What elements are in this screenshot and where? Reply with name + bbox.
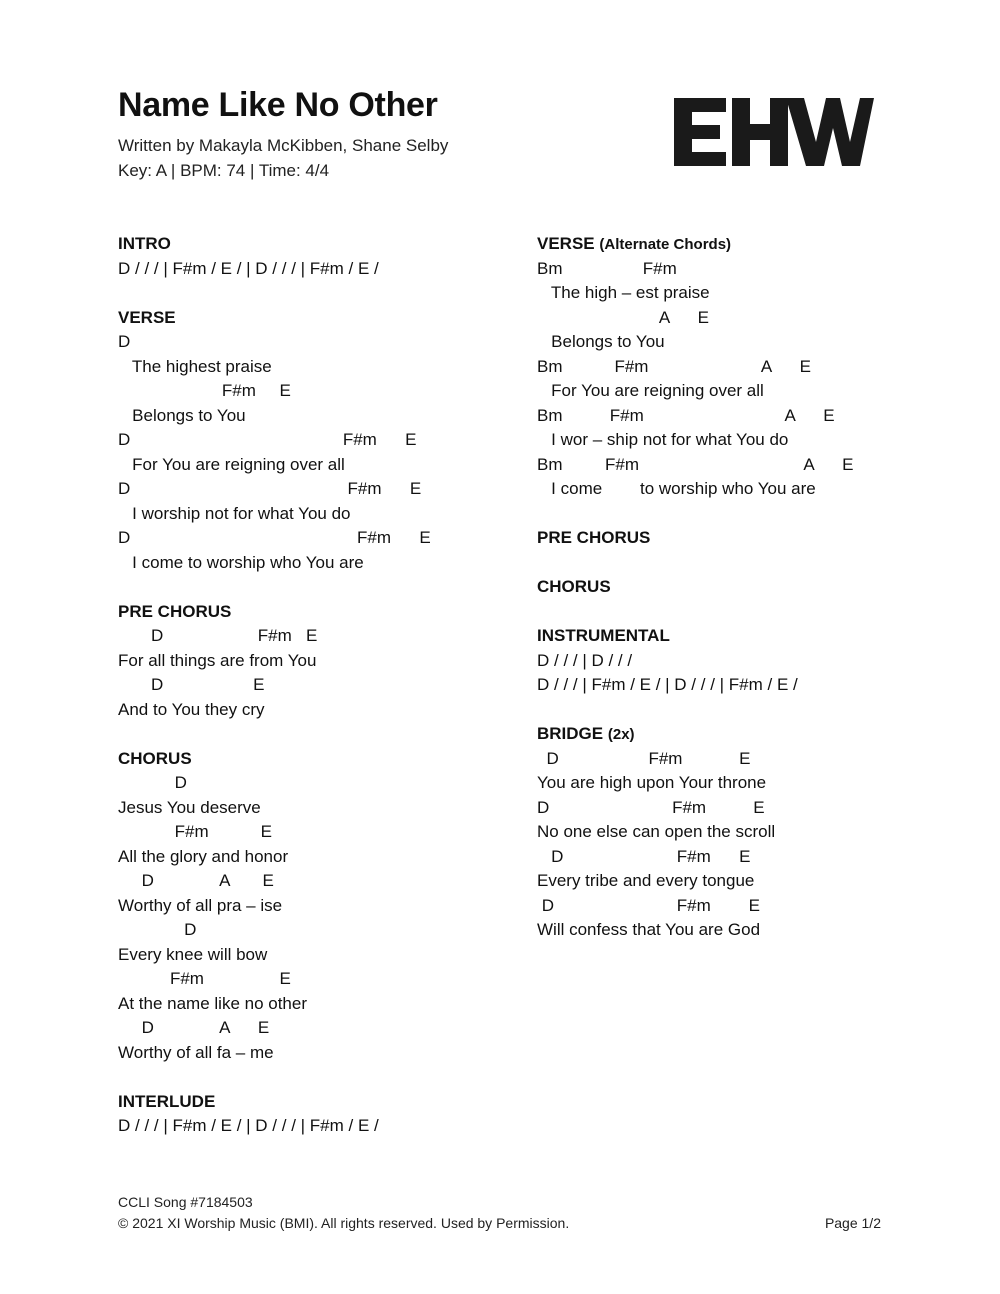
section-heading — [537, 526, 853, 551]
song-line: Will confess that You are God — [537, 920, 761, 939]
section-heading-label: INTRO — [118, 234, 171, 253]
song-line: D F#m E — [537, 797, 765, 817]
song-line: F#m E — [118, 822, 272, 841]
song-line: D F#m E — [537, 748, 751, 768]
song-line: D A E — [118, 1018, 270, 1037]
section-heading — [537, 624, 853, 649]
song-line: All the glory and honor — [118, 846, 289, 866]
song-line: Worthy of all fa – me — [118, 1042, 274, 1062]
song-line: D F#m E — [537, 895, 760, 915]
section-heading — [118, 747, 431, 772]
song-line: Bm F#m — [537, 258, 677, 278]
song-line: For You are reigning over all — [118, 454, 345, 474]
section-heading — [118, 232, 431, 257]
song-line: Bm F#m A E — [537, 356, 811, 376]
song-line: D — [118, 332, 131, 351]
section-heading-label: INSTRUMENTAL — [537, 626, 670, 645]
song-line: Jesus You deserve — [118, 797, 261, 817]
section-spacer — [537, 551, 853, 576]
song-line: Belongs to You — [118, 405, 246, 425]
song-line: I come to worship who You are — [537, 479, 816, 498]
key-bpm-time-line: Key: A | BPM: 74 | Time: 4/4 — [118, 161, 330, 180]
song-line: D E — [118, 675, 265, 694]
song-line: D / / / | D / / / — [537, 650, 633, 670]
song-line: D / / / | F#m / E / | D / / / | F#m / E / — [118, 258, 379, 278]
section-heading — [118, 600, 431, 625]
section-spacer — [537, 502, 853, 527]
song-line: D F#m E — [118, 479, 422, 498]
writers-line: Written by Makayla McKibben, Shane Selby — [118, 136, 449, 155]
song-line: The high – est praise — [537, 283, 710, 302]
song-line: You are high upon Your throne — [537, 773, 767, 792]
song-line: F#m E — [118, 969, 291, 988]
section-heading-label: CHORUS — [118, 748, 192, 768]
section-heading-label: VERSE — [537, 234, 595, 253]
section-heading — [537, 722, 853, 747]
copyright-notice: © 2021 XI Worship Music (BMI). All rights reserved. Used by Permission. — [118, 1215, 570, 1231]
section-heading-label: BRIDGE — [537, 724, 604, 743]
song-line: For You are reigning over all — [537, 381, 764, 400]
song-line: D F#m E — [118, 626, 318, 645]
song-line: I come to worship who You are — [118, 552, 364, 572]
song-line: Belongs to You — [537, 332, 665, 351]
section-spacer — [537, 698, 853, 723]
section-heading-note: (2x) — [607, 726, 635, 743]
section-heading-label: PRE CHORUS — [118, 601, 232, 621]
section-heading-label: INTERLUDE — [118, 1091, 216, 1111]
section-heading-label: CHORUS — [537, 577, 611, 596]
section-heading-label: PRE CHORUS — [537, 528, 651, 547]
section-heading — [118, 306, 431, 331]
section-heading — [537, 232, 853, 257]
song-line: D / / / | F#m / E / | D / / / | F#m / E / — [537, 675, 798, 694]
song-line: I worship not for what You do — [118, 503, 351, 523]
song-line: Bm F#m A E — [537, 405, 835, 425]
page-number: Page 1/2 — [824, 1215, 881, 1231]
song-line: The highest praise — [118, 356, 272, 376]
song-line: Worthy of all pra – ise — [118, 895, 283, 915]
song-line: D / / / | F#m / E / | D / / / | F#m / E / — [118, 1116, 379, 1135]
right-column — [537, 232, 853, 943]
song-line: D — [118, 920, 197, 939]
song-title: Name Like No Other — [118, 86, 438, 124]
left-column — [118, 232, 431, 1139]
section-heading — [118, 1090, 431, 1115]
song-line: No one else can open the scroll — [537, 822, 776, 841]
song-line: D F#m E — [537, 846, 751, 866]
section-spacer — [118, 1065, 431, 1090]
section-heading-note: (Alternate Chords) — [599, 236, 732, 253]
song-line: D — [118, 773, 187, 792]
song-line: D F#m E — [118, 430, 417, 449]
song-line: Bm F#m A E — [537, 454, 854, 474]
section-spacer — [537, 600, 853, 625]
ccli-number: CCLI Song #7184503 — [118, 1194, 253, 1210]
song-line: D F#m E — [118, 528, 431, 547]
ehw-logo — [674, 98, 874, 166]
section-spacer — [118, 575, 431, 600]
song-line: I wor – ship not for what You do — [537, 430, 789, 449]
song-line: At the name like no other — [118, 993, 308, 1013]
song-line: Every knee will bow — [118, 944, 268, 964]
section-heading — [537, 575, 853, 600]
section-spacer — [118, 722, 431, 747]
song-line: F#m E — [118, 381, 291, 400]
song-line: And to You they cry — [118, 699, 265, 719]
song-line: Every tribe and every tongue — [537, 871, 755, 890]
section-heading-label: VERSE — [118, 307, 176, 327]
song-line: D A E — [118, 871, 274, 890]
section-spacer — [118, 281, 431, 306]
song-line: A E — [537, 307, 709, 327]
song-line: For all things are from You — [118, 650, 317, 670]
